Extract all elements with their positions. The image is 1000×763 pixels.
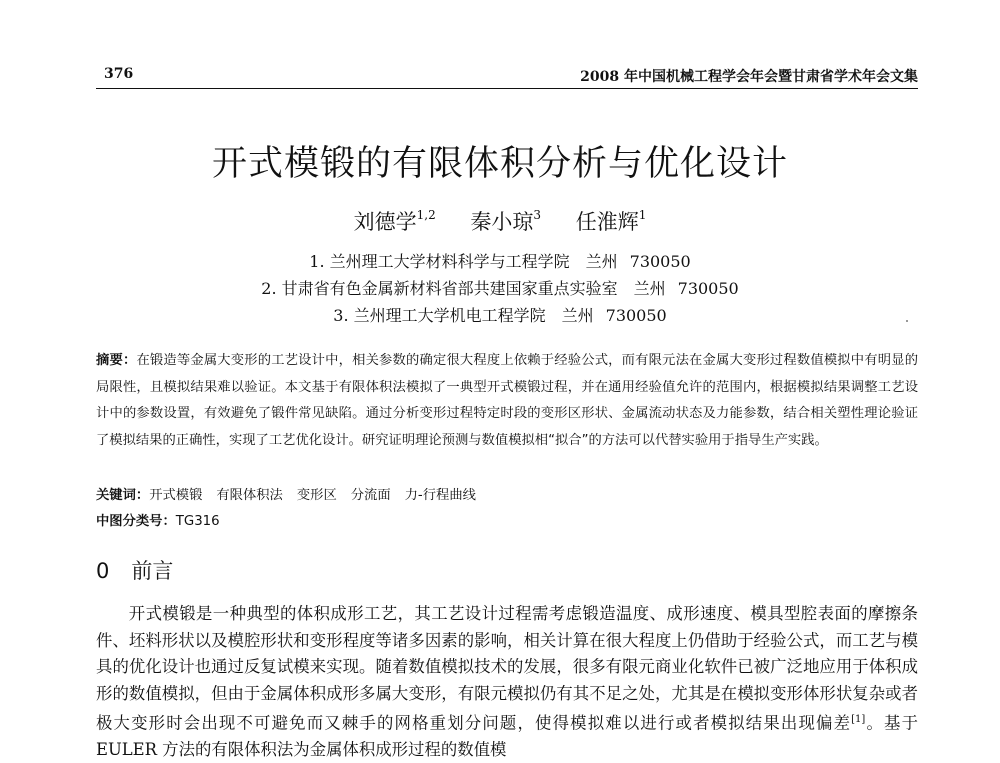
keyword: 分流面: [350, 488, 391, 503]
postal-code: 730050: [677, 279, 739, 298]
classification-value: TG316: [175, 514, 220, 529]
keywords-label: 关键词：: [96, 488, 150, 503]
running-header: [96, 66, 918, 88]
keyword: 开式模锻: [149, 488, 203, 503]
postal-code: 730050: [605, 306, 667, 325]
affiliation-text: 3. 兰州理工大学机电工程学院 兰州: [333, 306, 594, 325]
keyword: 力-行程曲线: [404, 488, 476, 503]
author-affiliation-mark: 1: [638, 208, 647, 222]
intro-text: 开式模锻是一种典型的体积成形工艺，其工艺设计过程需考虑锻造温度、成形速度、模具型腔表面的摩擦条件、坯料形状以及模腔形状和变形程度等诸多因素的影响，相关计算在很大程度上仍借助于经验公式，而工艺与模具的优化设计也通过反复试模来实现。随着数值模拟技术的发展，很多有限元商业化软件已被广泛地应用于体积成形的数值模拟，但由于金属体积成形多属大变形，有限元模拟仍有其不足之处，尤其是在模拟变形体形状复杂或者极大变形时会出现不可避免而又棘手的网格重划分问题，使得模拟难以进行或者模拟结果出现偏差: [96, 604, 918, 733]
affiliation-text: 2. 甘肃省有色金属新材料省部共建国家重点实验室 兰州: [261, 279, 666, 298]
keyword: 有限体积法: [216, 488, 283, 503]
abstract-text: 在锻造等金属大变形的工艺设计中，相关参数的确定很大程度上依赖于经验公式，而有限元法在金属大变形过程数值模拟中有明显的局限性，且模拟结果难以验证。本文基于有限体积法模拟了一典型开式模锻过程，并在通用经验值允许的范围内，根据模拟结果调整工艺设计中的参数设置，有效避免了锻件常见缺陷。通过分析变形过程特定时段的变形区形状、金属流动状态及力能参数，结合相关塑性理论验证了模拟结果的正确性，实现了工艺优化设计。研究证明理论预测与数值模拟相“拟合”的方法可以代替实验用于指导生产实践。: [96, 353, 919, 448]
author-affiliation-mark: 1,2: [416, 208, 436, 222]
affiliation: [0, 249, 1000, 272]
journal-title: 2008 年中国机械工程学会年会暨甘肃省学术年会文集: [580, 69, 918, 85]
abstract: [96, 348, 918, 454]
citation-ref[interactable]: [1]: [851, 714, 866, 725]
author-list: [0, 206, 1000, 236]
author: [354, 210, 436, 234]
affiliation-text: 1. 兰州理工大学材料科学与工程学院 兰州: [309, 252, 618, 271]
affiliation: [0, 303, 1000, 326]
section-number: 0: [96, 559, 110, 583]
author-affiliation-mark: 3: [533, 208, 542, 222]
author-name: 刘德学: [353, 210, 417, 234]
author-name: 任淮辉: [575, 210, 639, 234]
keyword: 变形区: [296, 488, 337, 503]
keywords: [96, 484, 918, 503]
classification-number: [96, 510, 918, 529]
section-title: 前言: [131, 559, 174, 583]
page-number: 376: [104, 66, 134, 82]
paper-title: 开式模锻的有限体积分析与优化设计: [211, 144, 788, 184]
author: [470, 210, 541, 234]
header-rule: [96, 88, 918, 89]
author: [576, 210, 647, 234]
intro-text-cont: 。基于 EULER 方法的有限体积法为金属体积成形过程的数值模: [96, 713, 919, 759]
postal-code: 730050: [629, 252, 691, 271]
abstract-label: 摘要：: [96, 353, 137, 368]
scan-speck: [906, 320, 908, 322]
intro-paragraph: [96, 601, 918, 763]
author-name: 秦小琼: [470, 210, 534, 234]
affiliation: [0, 276, 1000, 299]
section-heading: [96, 555, 173, 585]
classification-label: 中图分类号：: [96, 514, 176, 529]
